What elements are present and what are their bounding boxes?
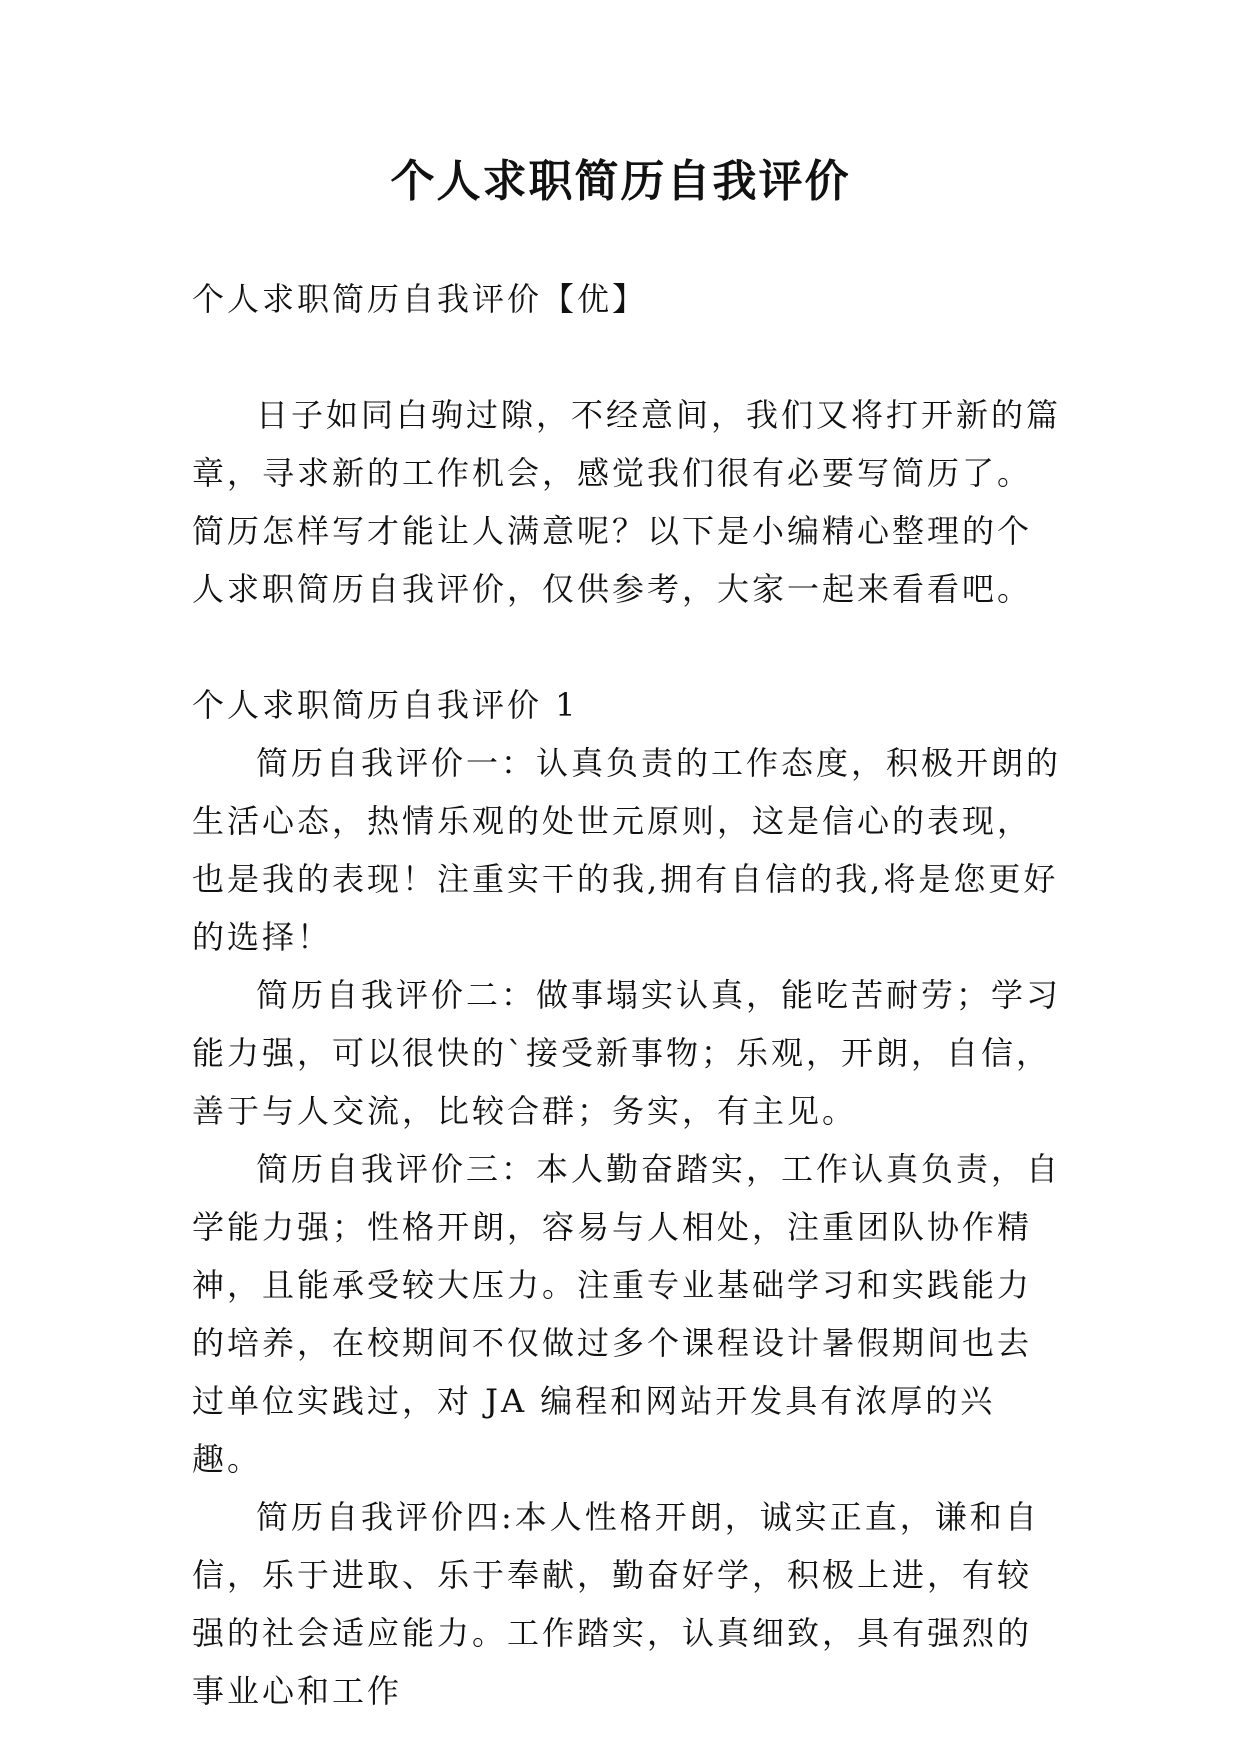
evaluation-item-1: 简历自我评价一：认真负责的工作态度，积极开朗的生活心态，热情乐观的处世元原则，这是信心的表现，也是我的表现！注重实干的我,拥有自信的我,将是您更好的选择！ [192,744,1062,956]
section-heading: 个人求职简历自我评价 1 [192,686,579,724]
evaluation-item-3: 简历自我评价三：本人勤奋踏实，工作认真负责，自学能力强；性格开朗，容易与人相处，注重团队协作精神，且能承受较大压力。注重专业基础学习和实践能力的培养，在校期间不仅做过多个课程设计暑假期间也去过单位实践过，对 JA 编程和网站开发具有浓厚的兴趣。 [192,1150,1062,1478]
intro-paragraph: 日子如同白驹过隙，不经意间，我们又将打开新的篇章，寻求新的工作机会，感觉我们很有必要写简历了。简历怎样写才能让人满意呢？以下是小编精心整理的个人求职简历自我评价，仅供参考，大家一起来看看吧。 [192,396,1062,608]
document-body [192,270,1062,1720]
evaluation-item-2: 简历自我评价二：做事塌实认真，能吃苦耐劳；学习能力强，可以很快的`接受新事物；乐观，开朗，自信，善于与人交流，比较合群；务实，有主见。 [192,976,1062,1130]
evaluation-item-4: 简历自我评价四:本人性格开朗，诚实正直，谦和自信，乐于进取、乐于奉献，勤奋好学，积极上进，有较强的社会适应能力。工作踏实，认真细致，具有强烈的事业心和工作 [192,1498,1040,1710]
document-title: 个人求职简历自我评价 [390,156,851,207]
document-subtitle: 个人求职简历自我评价【优】 [192,280,648,318]
